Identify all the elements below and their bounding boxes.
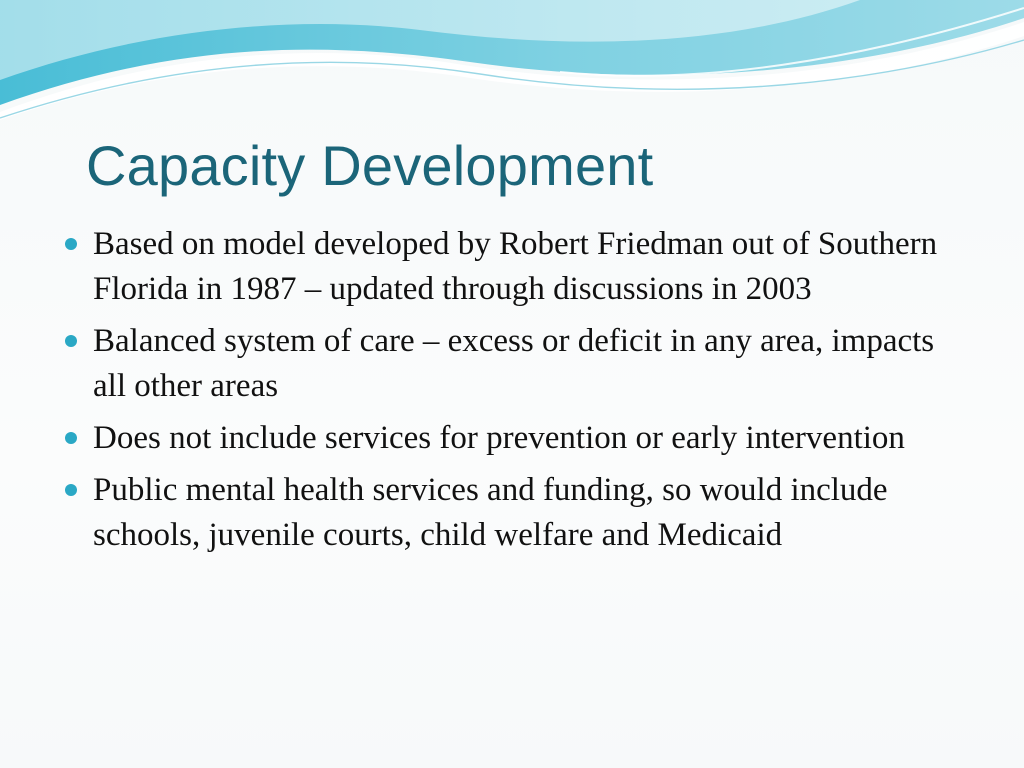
bullet-text: Balanced system of care – excess or deficit in any area, impacts all other areas (93, 323, 935, 404)
bullet-text: Based on model developed by Robert Friedman out of Southern Florida in 1987 – updated through discussions in 2003 (93, 226, 938, 307)
bullet-icon (65, 432, 77, 444)
bullet-item (62, 319, 962, 409)
bullet-icon (65, 335, 77, 347)
bullet-item (62, 222, 962, 312)
slide-title: Capacity Development (86, 134, 654, 197)
bullet-list (62, 222, 962, 565)
bullet-icon (65, 484, 77, 496)
bullet-icon (65, 238, 77, 250)
bullet-item (62, 416, 962, 461)
bullet-item (62, 468, 962, 558)
bullet-text: Does not include services for prevention or early intervention (93, 420, 905, 456)
bullet-text: Public mental health services and funding, so would include schools, juvenile courts, child welfare and Medicaid (93, 472, 888, 553)
decorative-wave-header (0, 0, 1024, 130)
